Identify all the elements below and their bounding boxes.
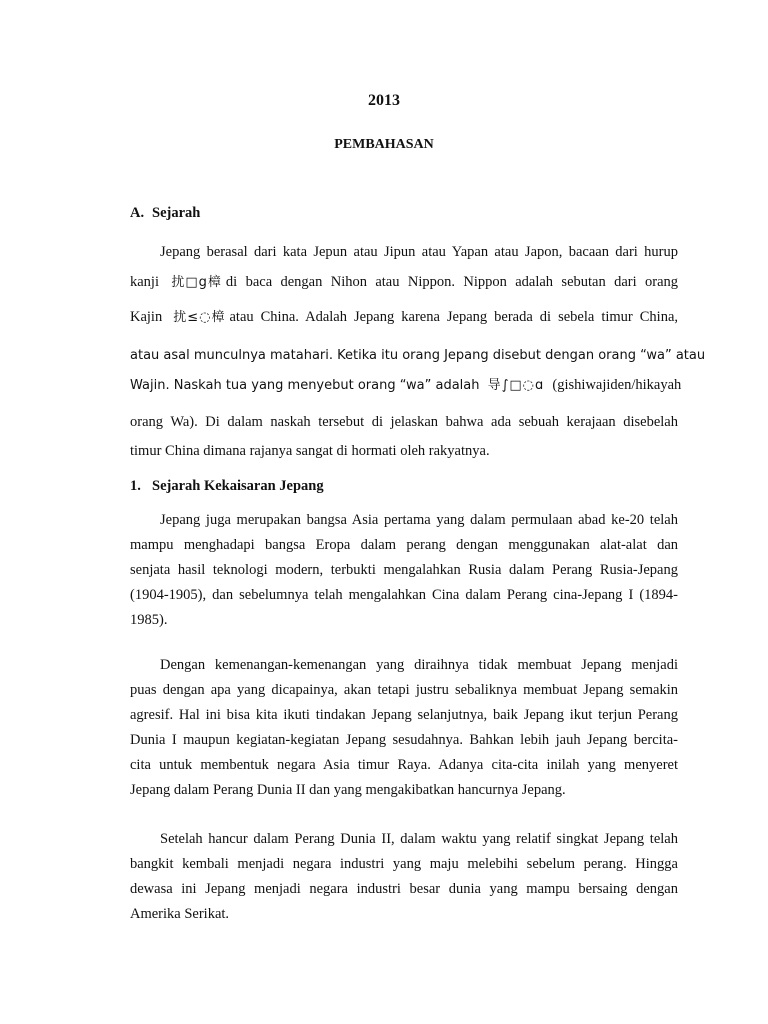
section-title: PEMBAHASAN (334, 137, 434, 152)
kanji-glyphs: 导∫□◌ɑ (487, 378, 545, 393)
paragraph-line: Jepang juga merupakan bangsa Asia pertama yang dalam permulaan abad ke-20 telah (160, 512, 678, 528)
paragraph-line: 1985). (130, 612, 168, 628)
line-text: Kajin (130, 309, 163, 325)
paragraph-line: agresif. Hal ini bisa kita ikuti tindakan Jepang selanjutnya, baik Jepang ikut terjun Perang (130, 707, 678, 723)
paragraph-line: dewasa ini Jepang menjadi negara industri besar dunia yang mampu bersaing dengan (130, 881, 678, 897)
paragraph-line: bangkit kembali menjadi negara industri yang maju melebihi sebelum perang. Hingga (130, 856, 678, 872)
paragraph-line: cita untuk membentuk negara Asia timur Raya. Adanya cita-cita inilah yang menyeret (130, 757, 678, 773)
heading-text: Sejarah (152, 205, 201, 221)
paragraph-line: orang Wa). Di dalam naskah tersebut di jelaskan bahwa ada sebuah kerajaan disebelah (130, 414, 678, 430)
kanji-glyphs: 扰≤◌樟 (173, 310, 226, 325)
heading-sejarah (130, 205, 200, 222)
paragraph-line (130, 270, 678, 295)
paragraph-sejarah (130, 240, 706, 464)
line-text: (gishiwajiden/hikayah (552, 377, 682, 393)
document-year: 2013 (368, 92, 400, 109)
paragraph-line: Dengan kemenangan-kemenangan yang diraihnya tidak membuat Jepang menjadi (160, 657, 678, 673)
heading-sejarah-kekaisaran (130, 478, 324, 495)
line-text: Wajin. Naskah tua yang menyebut orang “wa” adalah (130, 378, 480, 393)
line-text: atau China. Adalah Jepang karena Jepang berada di sebela timur China, (229, 309, 679, 325)
paragraph-line: Dunia I maupun kegiatan-kegiatan Jepang sesudahnya. Bahkan lebih jauh Jepang bercita- (130, 732, 678, 748)
paragraph-line: senjata hasil teknologi modern, terbukti mengalahkan Rusia dalam Perang Rusia-Jepang (130, 562, 678, 578)
paragraph-line: Amerika Serikat. (130, 906, 230, 922)
paragraph-line: timur China dimana rajanya sangat di hormati oleh rakyatnya. (130, 443, 490, 459)
paragraph-line: puas dengan apa yang dicapainya, akan tetapi justru sebaliknya membuat Jepang semakin (130, 682, 678, 698)
heading-text: Sejarah Kekaisaran Jepang (152, 478, 324, 494)
paragraph-line (130, 305, 678, 330)
paragraph-line: mampu menghadapi bangsa Eropa dalam perang dengan menggunakan alat-alat dan (130, 537, 678, 553)
paragraph-2 (130, 653, 678, 803)
paragraph-line: atau asal munculnya matahari. Ketika itu orang Jepang disebut dengan orang “wa” atau (130, 348, 706, 363)
paragraph-line: Setelah hancur dalam Perang Dunia II, dalam waktu yang relatif singkat Jepang telah (160, 831, 678, 847)
paragraph-3 (130, 827, 678, 927)
line-text: di baca dengan Nihon atau Nippon. Nippon adalah sebutan dari orang (225, 274, 679, 290)
paragraph-1 (130, 508, 678, 633)
heading-number: A. (130, 205, 145, 221)
line-text: kanji (130, 274, 159, 290)
paragraph-line: Jepang berasal dari kata Jepun atau Jipun atau Yapan atau Japon, bacaan dari hurup (160, 244, 678, 260)
kanji-glyphs: 扰□g樟 (171, 275, 222, 290)
paragraph-line: (1904-1905), dan sebelumnya telah mengalahkan Cina dalam Perang cina-Jepang I (1894- (130, 587, 678, 603)
paragraph-line (130, 373, 682, 398)
paragraph-line: Jepang dalam Perang Dunia II dan yang mengakibatkan hancurnya Jepang. (130, 782, 566, 798)
heading-number: 1. (130, 478, 141, 494)
